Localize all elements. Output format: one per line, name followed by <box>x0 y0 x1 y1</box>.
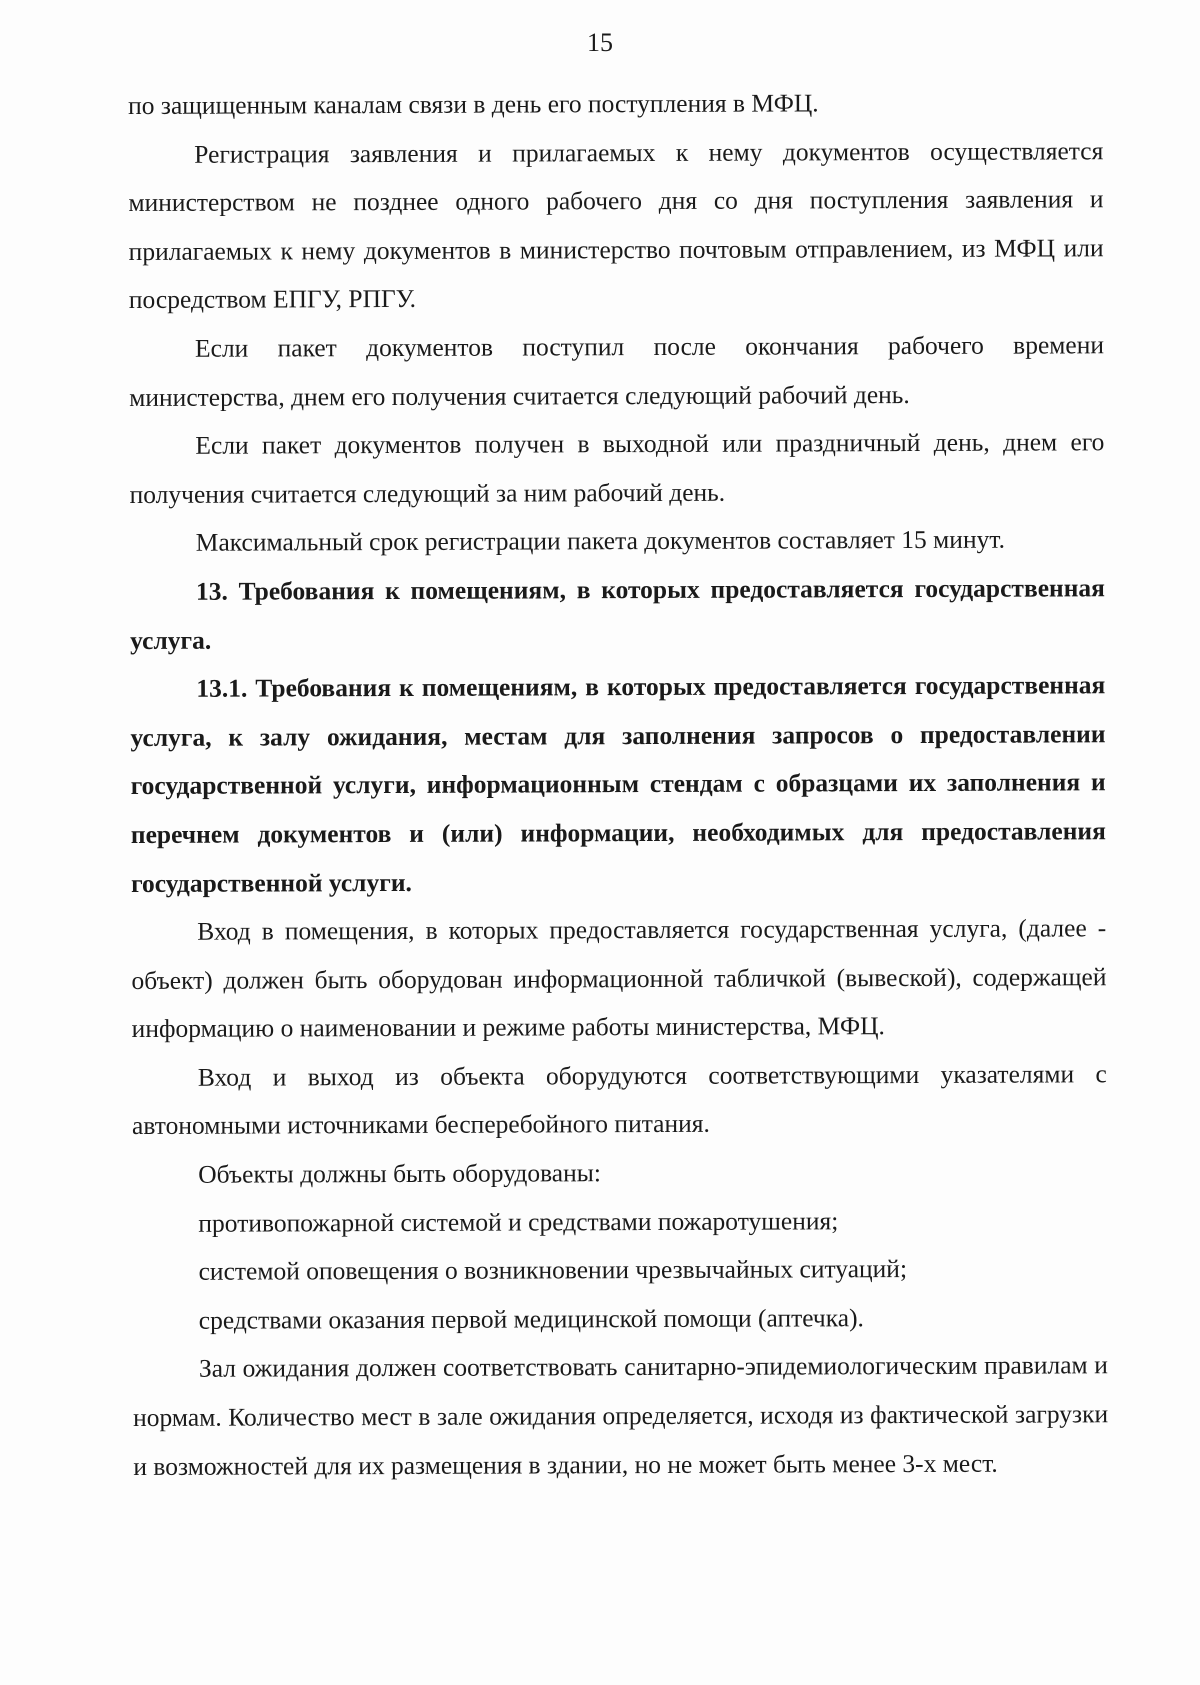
paragraph-entrance-exit: Вход и выход из объекта оборудуются соответствующими указателями с автономными источниками бесперебойного питания. <box>131 1059 1107 1141</box>
paragraph-holiday: Если пакет документов получен в выходной или праздничный день, днем его получения считается следующий за ним рабочий день. <box>129 427 1105 509</box>
paragraph-registration: Регистрация заявления и прилагаемых к нему документов осуществляется министерством не позднее одного рабочего дня со дня поступления заявления и прилагаемых к нему документов в министерство почтовым отправлением, из МФЦ или посредством ЕПГУ, РПГУ. <box>128 135 1104 315</box>
paragraph-max-time: Максимальный срок регистрации пакета документов составляет 15 минут. <box>195 524 1005 558</box>
list-item-fire-system: противопожарной системой и средствами пожаротушения; <box>198 1205 839 1238</box>
paragraph-entrance-sign: Вход в помещения, в которых предоставляется государственная услуга, (далее - объект) должен быть оборудован информационной табличкой (вывеской), содержащей информацию о наименовании и режиме работы министерства, МФЦ. <box>131 913 1107 1044</box>
paragraph-waiting-hall: Зал ожидания должен соответствовать санитарно-эпидемиологическим правилам и нормам. Количество мест в зале ожидания определяется, исходя из фактической загрузки и возможностей для их размещения в здании, но не может быть менее 3-х мест. <box>133 1350 1109 1481</box>
paragraph-continuation: по защищенным каналам связи в день его поступления в МФЦ. <box>128 88 819 120</box>
document-body <box>128 78 1108 1491</box>
list-item-alert-system: системой оповещения о возникновении чрезвычайных ситуаций; <box>198 1254 908 1286</box>
paragraph-equipment-intro: Объекты должны быть оборудованы: <box>198 1158 601 1189</box>
section-heading-13: 13. Требования к помещениям, в которых предоставляется государственная услуга. <box>130 573 1106 655</box>
section-heading-13-1: 13.1. Требования к помещениям, в которых предоставляется государственная услуга, к залу ожидания, местам для заполнения запросов о предоставлении государственной услуги, информационным стендам с образцами их заполнения и перечнем документов и (или) информации, необходимых для предоставления государственной услуги. <box>130 670 1106 898</box>
paragraph-after-hours: Если пакет документов поступил после окончания рабочего времени министерства, днем его получения считается следующий рабочий день. <box>129 330 1105 412</box>
list-item-first-aid: средствами оказания первой медицинской помощи (аптечка). <box>198 1303 864 1335</box>
page-number: 15 <box>587 28 613 57</box>
